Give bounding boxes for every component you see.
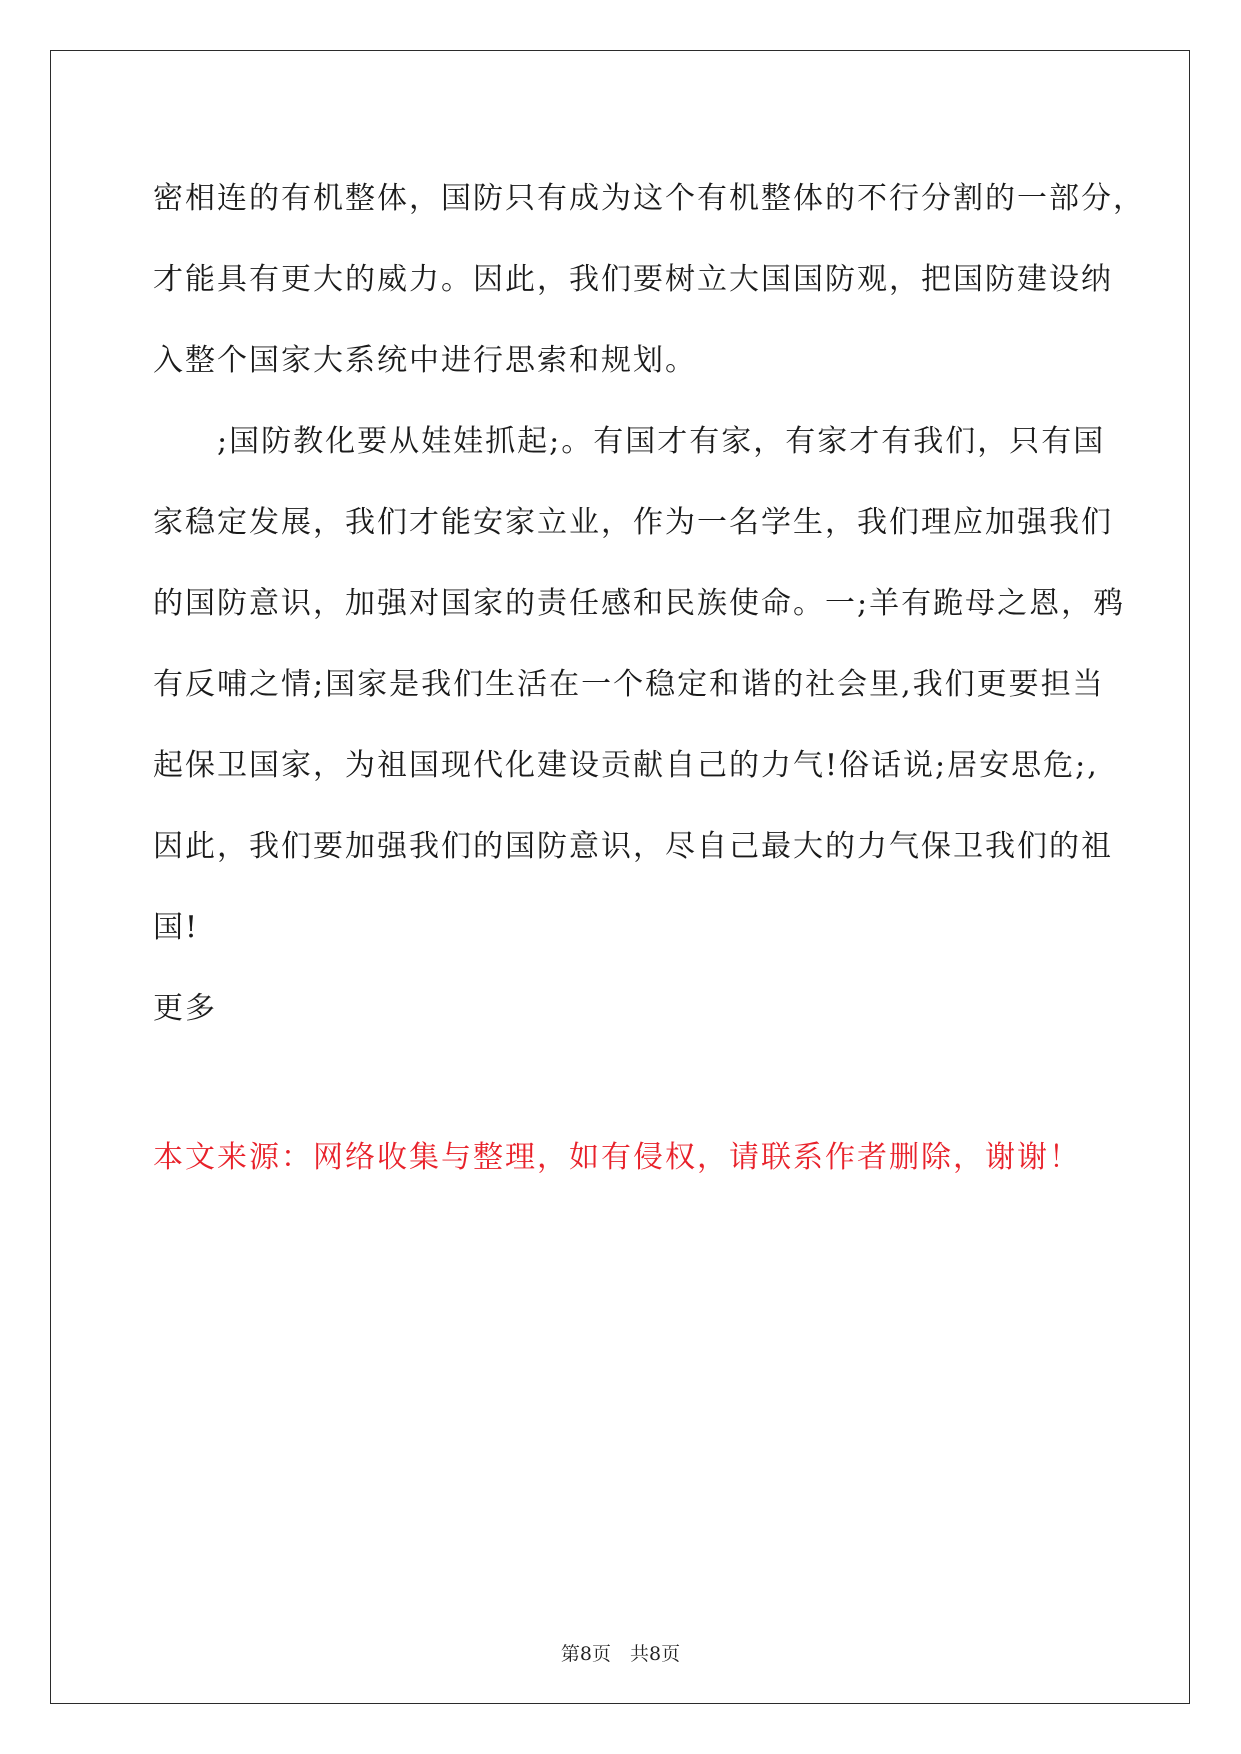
body-line: 因此，我们要加强我们的国防意识，尽自己最大的力气保卫我们的祖 (153, 829, 1113, 864)
page-number-footer: 第8页 共8页 (560, 1643, 681, 1665)
body-line: 起保卫国家，为祖国现代化建设贡献自己的力气!俗话说;居安思危;, (153, 748, 1099, 783)
body-line: 密相连的有机整体，国防只有成为这个有机整体的不行分割的一部分， (153, 181, 1145, 216)
source-disclaimer: 本文来源：网络收集与整理，如有侵权，请联系作者删除，谢谢！ (153, 1140, 1081, 1175)
document-body (153, 158, 1145, 1049)
more-text: 更多 (153, 991, 217, 1026)
body-line: 家稳定发展，我们才能安家立业，作为一名学生，我们理应加强我们 (153, 505, 1113, 540)
body-line: 有反哺之情;国家是我们生活在一个稳定和谐的社会里,我们更要担当 (153, 667, 1105, 702)
body-line: 国! (153, 910, 200, 945)
body-line: 才能具有更大的威力。因此，我们要树立大国国防观，把国防建设纳 (153, 262, 1113, 297)
body-line: ;国防教化要从娃娃抓起;。有国才有家，有家才有我们，只有国 (153, 424, 1106, 459)
body-line: 的国防意识，加强对国家的责任感和民族使命。一;羊有跪母之恩，鸦 (153, 586, 1126, 621)
body-line: 入整个国家大系统中进行思索和规划。 (153, 343, 697, 378)
